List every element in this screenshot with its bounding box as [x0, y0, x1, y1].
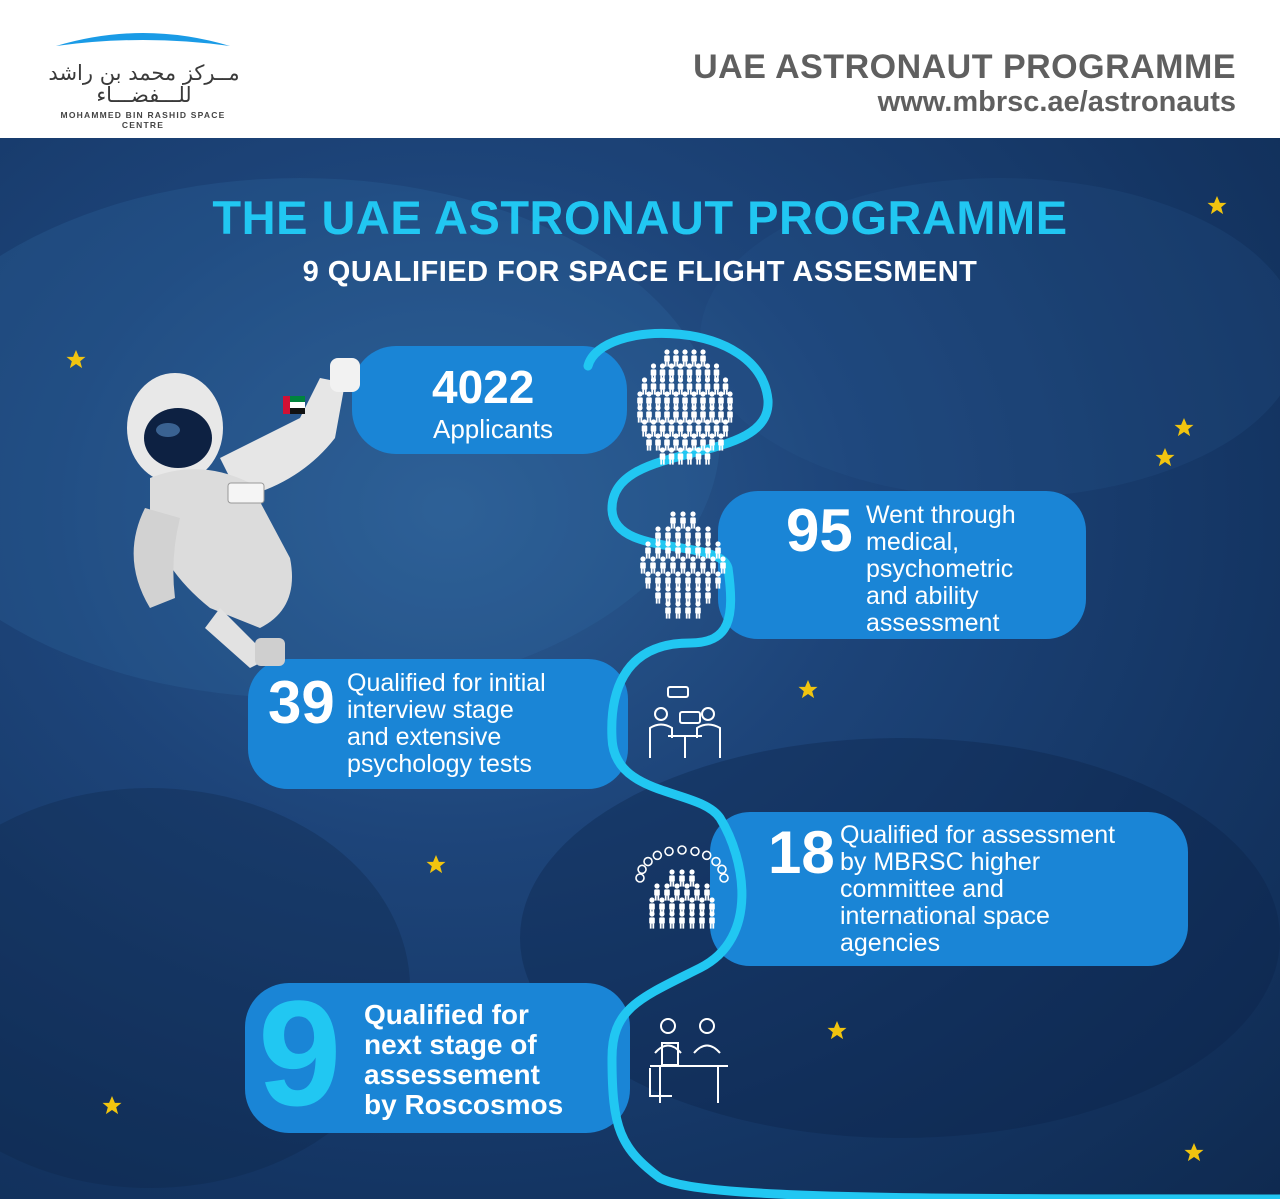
person-icon — [673, 405, 679, 422]
person-icon — [640, 556, 646, 573]
person-icon — [687, 447, 693, 464]
header — [0, 0, 1280, 138]
person-icon — [646, 433, 652, 450]
committee-seat-icon — [665, 847, 673, 855]
person-icon — [723, 377, 729, 394]
person-icon — [669, 869, 675, 886]
person-icon — [664, 405, 670, 422]
logo-arc-icon — [38, 28, 248, 58]
person-icon — [665, 571, 671, 588]
person-icon — [682, 349, 688, 366]
person-icon — [709, 405, 715, 422]
person-icon — [670, 556, 676, 573]
person-icon — [710, 556, 716, 573]
stage-5-number: 9 — [258, 969, 342, 1137]
meeting-icon — [650, 1019, 728, 1103]
person-icon — [718, 405, 724, 422]
person-icon — [691, 405, 697, 422]
person-icon — [695, 571, 701, 588]
person-icon — [695, 526, 701, 543]
committee-seat-icon — [636, 874, 644, 882]
person-icon — [660, 377, 666, 394]
person-icon — [714, 419, 720, 436]
stage-2-label: Went through medical, psychometric and ability assessment — [866, 501, 1016, 637]
person-icon — [664, 349, 670, 366]
person-icon — [645, 571, 651, 588]
person-icon — [695, 601, 701, 618]
person-icon — [642, 419, 648, 436]
person-icon — [691, 349, 697, 366]
person-icon — [655, 571, 661, 588]
person-icon — [699, 911, 705, 928]
person-icon — [690, 556, 696, 573]
person-icon — [675, 526, 681, 543]
person-icon — [679, 869, 685, 886]
logo-english: MOHAMMED BIN RASHID SPACE CENTRE — [60, 110, 226, 130]
header-url[interactable]: www.mbrsc.ae/astronauts — [877, 86, 1236, 118]
person-icon — [675, 541, 681, 558]
person-icon — [695, 541, 701, 558]
infographic — [0, 138, 1280, 1199]
person-icon — [704, 883, 710, 900]
person-icon — [714, 377, 720, 394]
person-icon — [669, 419, 675, 436]
person-icon — [642, 377, 648, 394]
person-icon — [685, 526, 691, 543]
person-icon — [678, 419, 684, 436]
person-icon — [665, 586, 671, 603]
stage-2-number: 95 — [786, 497, 853, 564]
person-icon — [655, 541, 661, 558]
header-title: UAE ASTRONAUT PROGRAMME — [693, 48, 1236, 86]
stage-4-number: 18 — [768, 819, 835, 886]
person-icon — [669, 911, 675, 928]
person-icon — [665, 541, 671, 558]
mbrsc-logo — [38, 28, 248, 128]
person-icon — [646, 405, 652, 422]
crowd-icon — [640, 511, 726, 618]
person-icon — [654, 883, 660, 900]
person-icon — [685, 601, 691, 618]
person-icon — [678, 377, 684, 394]
person-icon — [696, 419, 702, 436]
committee-seat-icon — [678, 846, 686, 854]
person-icon — [700, 349, 706, 366]
committee-seat-icon — [644, 858, 652, 866]
person-icon — [679, 911, 685, 928]
person-icon — [675, 601, 681, 618]
person-icon — [690, 511, 696, 528]
stage-1-number: 4022 — [432, 361, 535, 413]
person-icon — [687, 377, 693, 394]
stage-3-label: Qualified for initial interview stage and extensive psychology tests — [347, 669, 546, 778]
person-icon — [685, 541, 691, 558]
person-icon — [705, 526, 711, 543]
person-icon — [705, 377, 711, 394]
person-icon — [695, 586, 701, 603]
person-icon — [727, 405, 733, 422]
person-icon — [680, 511, 686, 528]
person-icon — [660, 419, 666, 436]
person-icon — [705, 571, 711, 588]
person-icon — [700, 556, 706, 573]
person-icon — [664, 433, 670, 450]
person-icon — [687, 419, 693, 436]
person-icon — [705, 586, 711, 603]
stage-4-label: Qualified for assessment by MBRSC higher committee and international space agencies — [840, 821, 1116, 957]
person-icon — [680, 556, 686, 573]
person-icon — [649, 911, 655, 928]
person-icon — [669, 377, 675, 394]
person-icon — [674, 883, 680, 900]
committee-seat-icon — [638, 865, 646, 873]
person-icon — [689, 911, 695, 928]
astronaut-image — [127, 358, 360, 668]
person-icon — [673, 349, 679, 366]
person-icon — [682, 405, 688, 422]
stage-1-label: Applicants — [433, 414, 553, 444]
person-icon — [678, 447, 684, 464]
person-icon — [665, 601, 671, 618]
person-icon — [675, 571, 681, 588]
stage-5-label: Qualified for next stage of assessement by Roscosmos — [364, 999, 564, 1120]
main-title: THE UAE ASTRONAUT PROGRAMME — [212, 191, 1068, 244]
person-icon — [685, 586, 691, 603]
person-icon — [650, 556, 656, 573]
person-icon — [673, 433, 679, 450]
person-icon — [705, 419, 711, 436]
committee-seat-icon — [691, 847, 699, 855]
person-icon — [675, 586, 681, 603]
stage-3-number: 39 — [268, 669, 335, 736]
person-icon — [645, 541, 651, 558]
person-icon — [655, 586, 661, 603]
person-icon — [651, 377, 657, 394]
person-icon — [664, 883, 670, 900]
person-icon — [689, 869, 695, 886]
person-icon — [696, 447, 702, 464]
person-icon — [637, 405, 643, 422]
person-icon — [651, 419, 657, 436]
person-icon — [691, 433, 697, 450]
committee-seat-icon — [703, 851, 711, 859]
person-icon — [655, 405, 661, 422]
person-icon — [723, 419, 729, 436]
flow-graphic — [0, 138, 1280, 1199]
person-icon — [682, 433, 688, 450]
person-icon — [655, 433, 661, 450]
person-icon — [659, 911, 665, 928]
person-icon — [696, 377, 702, 394]
flow-line — [588, 333, 1280, 1199]
person-icon — [670, 511, 676, 528]
interview-icon — [650, 687, 720, 758]
main-subtitle: 9 QUALIFIED FOR SPACE FLIGHT ASSESMENT — [302, 256, 978, 288]
stars — [67, 196, 1227, 1161]
committee-seat-icon — [653, 851, 661, 859]
logo-arabic: مــركز محمد بن راشد للـــفضـــاء — [48, 61, 240, 107]
person-icon — [705, 447, 711, 464]
person-icon — [665, 526, 671, 543]
person-icon — [685, 571, 691, 588]
person-icon — [694, 883, 700, 900]
person-icon — [700, 405, 706, 422]
person-icon — [660, 556, 666, 573]
person-icon — [684, 883, 690, 900]
